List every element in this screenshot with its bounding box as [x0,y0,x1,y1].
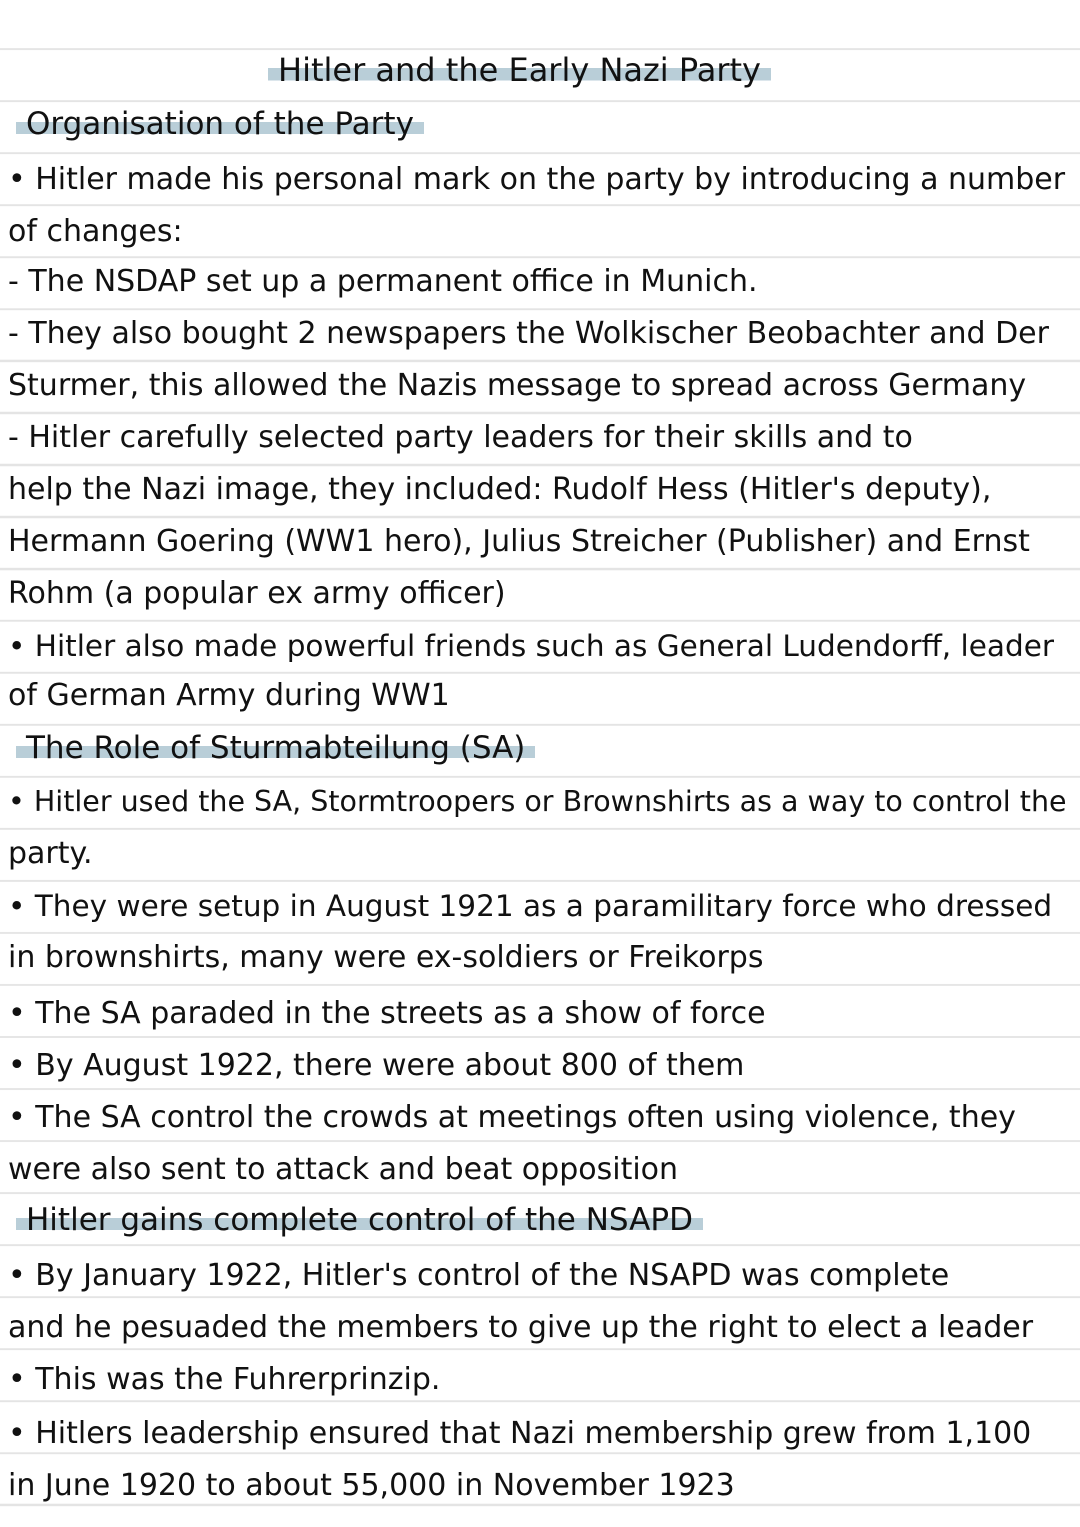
note-line: were also sent to attack and beat opposition [8,1152,679,1187]
note-line: of changes: [8,214,183,249]
note-line: • Hitler made his personal mark on the party by introducing a number [8,162,1066,197]
note-line: of German Army during WW1 [8,678,450,713]
note-line: - They also bought 2 newspapers the Wolkischer Beobachter and Der [8,316,1049,351]
note-line: • They were setup in August 1921 as a paramilitary force who dressed [8,889,1053,923]
note-line: • Hitler also made powerful friends such as General Ludendorff, leader [8,629,1054,663]
note-line: party. [8,836,93,871]
section-heading-sa: The Role of Sturmabteilung (SA) [16,728,535,768]
section-heading-control: Hitler gains complete control of the NSAPD [16,1200,703,1240]
note-line: • By August 1922, there were about 800 of them [8,1048,745,1083]
note-line: - The NSDAP set up a permanent office in Munich. [8,264,758,299]
note-line: in brownshirts, many were ex-soldiers or Freikorps [8,940,764,975]
note-line: help the Nazi image, they included: Rudolf Hess (Hitler's deputy), [8,472,992,507]
note-line: - Hitler carefully selected party leaders for their skills and to [8,420,913,455]
note-line: • The SA control the crowds at meetings often using violence, they [8,1100,1016,1135]
note-line: • By January 1922, Hitler's control of the NSAPD was complete [8,1258,950,1293]
note-line: Hermann Goering (WW1 hero), Julius Streicher (Publisher) and Ernst [8,524,1030,559]
note-line: • Hitlers leadership ensured that Nazi membership grew from 1,100 [8,1416,1032,1451]
note-line: • This was the Fuhrerprinzip. [8,1362,441,1397]
page-title: Hitler and the Early Nazi Party [268,50,771,90]
note-line: and he pesuaded the members to give up the right to elect a leader [8,1310,1034,1345]
note-line: • The SA paraded in the streets as a show of force [8,996,766,1031]
section-heading-organisation: Organisation of the Party [16,104,424,144]
note-line: Rohm (a popular ex army officer) [8,576,506,611]
note-line: • Hitler used the SA, Stormtroopers or Brownshirts as a way to control the [8,785,1067,818]
note-line: in June 1920 to about 55,000 in November 1923 [8,1468,735,1503]
note-line: Sturmer, this allowed the Nazis message to spread across Germany [8,368,1027,403]
